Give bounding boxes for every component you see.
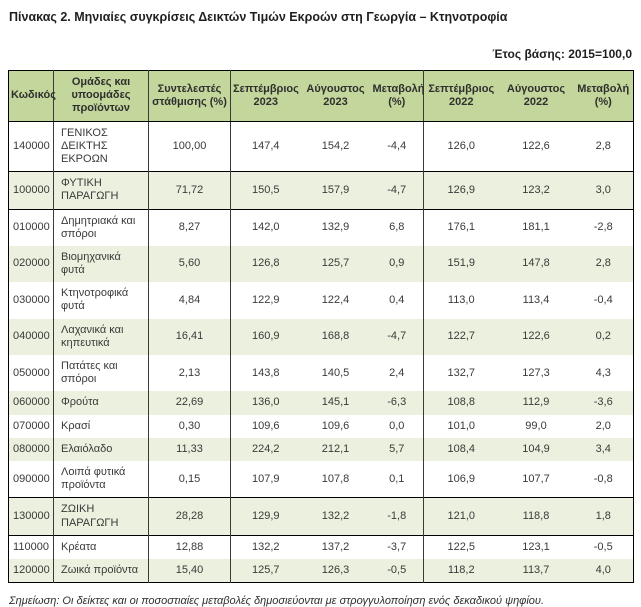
index-aug-2023-cell: 137,2 xyxy=(301,535,371,559)
header-sep-2023: Σεπτέμβριος 2023 xyxy=(231,71,301,122)
change-2023-cell: -4,4 xyxy=(371,121,424,172)
index-sep-2023-cell: 125,7 xyxy=(231,559,301,583)
weight-cell: 0,15 xyxy=(149,461,231,498)
index-aug-2022-cell: 113,4 xyxy=(499,282,574,318)
weight-cell: 0,30 xyxy=(149,415,231,438)
index-sep-2023-cell: 107,9 xyxy=(231,461,301,498)
header-aug-2023: Αύγουστος 2023 xyxy=(301,71,371,122)
footnote: Σημείωση: Οι δείκτες και οι ποσοστιαίες μεταβολές δημοσιεύονται με στρογγυλοποίηση ενός δεκαδικού ψηφίου. xyxy=(9,595,545,607)
product-group-cell: Βιομηχανικά φυτά xyxy=(54,246,149,282)
table-row xyxy=(9,391,634,414)
base-year-note: Έτος βάσης: 2015=100,0 xyxy=(492,47,632,61)
index-sep-2023-cell: 143,8 xyxy=(231,355,301,391)
table-row xyxy=(9,209,634,246)
change-2022-cell: 2,8 xyxy=(574,246,634,282)
header-product-groups: Ομάδες και υποομάδες προϊόντων xyxy=(54,71,149,122)
index-aug-2022-cell: 122,6 xyxy=(499,121,574,172)
code-cell: 060000 xyxy=(9,391,54,414)
index-aug-2023-cell: 145,1 xyxy=(301,391,371,414)
table-body xyxy=(9,121,634,583)
index-sep-2023-cell: 122,9 xyxy=(231,282,301,318)
weight-cell: 2,13 xyxy=(149,355,231,391)
index-aug-2023-cell: 126,3 xyxy=(301,559,371,583)
code-cell: 120000 xyxy=(9,559,54,583)
index-sep-2022-cell: 126,0 xyxy=(424,121,499,172)
table-row xyxy=(9,461,634,498)
change-2022-cell: 0,2 xyxy=(574,319,634,355)
weight-cell: 4,84 xyxy=(149,282,231,318)
weight-cell: 16,41 xyxy=(149,319,231,355)
change-2023-cell: -1,8 xyxy=(371,498,424,535)
table-row xyxy=(9,355,634,391)
table-row xyxy=(9,172,634,209)
index-sep-2022-cell: 121,0 xyxy=(424,498,499,535)
index-sep-2022-cell: 118,2 xyxy=(424,559,499,583)
index-sep-2023-cell: 160,9 xyxy=(231,319,301,355)
index-sep-2023-cell: 224,2 xyxy=(231,438,301,461)
change-2022-cell: 4,3 xyxy=(574,355,634,391)
change-2023-cell: 6,8 xyxy=(371,209,424,246)
index-aug-2023-cell: 122,4 xyxy=(301,282,371,318)
change-2023-cell: 0,0 xyxy=(371,415,424,438)
change-2023-cell: -3,7 xyxy=(371,535,424,559)
change-2022-cell: 2,8 xyxy=(574,121,634,172)
product-group-cell: Δημητριακά και σπόροι xyxy=(54,209,149,246)
product-group-cell: Κρέατα xyxy=(54,535,149,559)
code-cell: 110000 xyxy=(9,535,54,559)
product-group-cell: Ελαιόλαδο xyxy=(54,438,149,461)
index-aug-2023-cell: 168,8 xyxy=(301,319,371,355)
index-sep-2022-cell: 108,4 xyxy=(424,438,499,461)
index-sep-2022-cell: 113,0 xyxy=(424,282,499,318)
index-sep-2023-cell: 132,2 xyxy=(231,535,301,559)
code-cell: 130000 xyxy=(9,498,54,535)
index-aug-2022-cell: 181,1 xyxy=(499,209,574,246)
index-sep-2023-cell: 126,8 xyxy=(231,246,301,282)
code-cell: 090000 xyxy=(9,461,54,498)
product-group-cell: Κτηνοτροφικά φυτά xyxy=(54,282,149,318)
index-sep-2022-cell: 101,0 xyxy=(424,415,499,438)
index-aug-2023-cell: 132,9 xyxy=(301,209,371,246)
header-code: Κωδικός xyxy=(9,71,54,122)
table-row xyxy=(9,246,634,282)
index-aug-2023-cell: 132,2 xyxy=(301,498,371,535)
table-header xyxy=(9,71,634,122)
product-group-cell: ΓΕΝΙΚΟΣ ΔΕΙΚΤΗΣ ΕΚΡΟΩΝ xyxy=(54,121,149,172)
change-2023-cell: 0,4 xyxy=(371,282,424,318)
index-sep-2023-cell: 136,0 xyxy=(231,391,301,414)
table-row xyxy=(9,438,634,461)
index-aug-2023-cell: 125,7 xyxy=(301,246,371,282)
index-sep-2023-cell: 129,9 xyxy=(231,498,301,535)
change-2023-cell: -0,5 xyxy=(371,559,424,583)
table-row xyxy=(9,121,634,172)
table-row xyxy=(9,559,634,583)
index-aug-2023-cell: 140,5 xyxy=(301,355,371,391)
index-aug-2022-cell: 127,3 xyxy=(499,355,574,391)
code-cell: 050000 xyxy=(9,355,54,391)
index-sep-2023-cell: 109,6 xyxy=(231,415,301,438)
product-group-cell: Λαχανικά και κηπευτικά xyxy=(54,319,149,355)
change-2022-cell: 3,4 xyxy=(574,438,634,461)
header-sep-2022: Σεπτέμβριος 2022 xyxy=(424,71,499,122)
index-aug-2023-cell: 107,8 xyxy=(301,461,371,498)
code-cell: 010000 xyxy=(9,209,54,246)
index-sep-2022-cell: 122,7 xyxy=(424,319,499,355)
index-sep-2022-cell: 106,9 xyxy=(424,461,499,498)
change-2022-cell: -2,8 xyxy=(574,209,634,246)
change-2022-cell: -0,4 xyxy=(574,282,634,318)
index-sep-2022-cell: 122,5 xyxy=(424,535,499,559)
price-index-table xyxy=(8,70,634,583)
weight-cell: 12,88 xyxy=(149,535,231,559)
index-sep-2022-cell: 108,8 xyxy=(424,391,499,414)
index-aug-2022-cell: 113,7 xyxy=(499,559,574,583)
table-row xyxy=(9,319,634,355)
weight-cell: 100,00 xyxy=(149,121,231,172)
header-change-2022: Μεταβολή (%) xyxy=(574,71,634,122)
index-aug-2022-cell: 99,0 xyxy=(499,415,574,438)
index-aug-2023-cell: 154,2 xyxy=(301,121,371,172)
index-aug-2022-cell: 123,2 xyxy=(499,172,574,209)
product-group-cell: ΦΥΤΙΚΗ ΠΑΡΑΓΩΓΗ xyxy=(54,172,149,209)
weight-cell: 71,72 xyxy=(149,172,231,209)
weight-cell: 11,33 xyxy=(149,438,231,461)
index-aug-2023-cell: 109,6 xyxy=(301,415,371,438)
index-sep-2022-cell: 126,9 xyxy=(424,172,499,209)
index-aug-2022-cell: 104,9 xyxy=(499,438,574,461)
product-group-cell: Λοιπά φυτικά προϊόντα xyxy=(54,461,149,498)
product-group-cell: Πατάτες και σπόροι xyxy=(54,355,149,391)
change-2023-cell: -4,7 xyxy=(371,172,424,209)
change-2022-cell: 3,0 xyxy=(574,172,634,209)
weight-cell: 8,27 xyxy=(149,209,231,246)
table-row xyxy=(9,498,634,535)
index-sep-2023-cell: 142,0 xyxy=(231,209,301,246)
product-group-cell: ΖΩΙΚΗ ΠΑΡΑΓΩΓΗ xyxy=(54,498,149,535)
change-2022-cell: 4,0 xyxy=(574,559,634,583)
index-aug-2022-cell: 147,8 xyxy=(499,246,574,282)
change-2022-cell: -3,6 xyxy=(574,391,634,414)
page-title: Πίνακας 2. Μηνιαίες συγκρίσεις Δεικτών Τιμών Εκροών στη Γεωργία – Κτηνοτροφία xyxy=(9,10,508,24)
code-cell: 140000 xyxy=(9,121,54,172)
change-2023-cell: 2,4 xyxy=(371,355,424,391)
table-row xyxy=(9,415,634,438)
index-aug-2022-cell: 112,9 xyxy=(499,391,574,414)
weight-cell: 5,60 xyxy=(149,246,231,282)
index-sep-2022-cell: 151,9 xyxy=(424,246,499,282)
change-2023-cell: 5,7 xyxy=(371,438,424,461)
index-aug-2022-cell: 123,1 xyxy=(499,535,574,559)
code-cell: 070000 xyxy=(9,415,54,438)
product-group-cell: Φρούτα xyxy=(54,391,149,414)
header-change-2023: Μεταβολή (%) xyxy=(371,71,424,122)
weight-cell: 28,28 xyxy=(149,498,231,535)
index-aug-2022-cell: 118,8 xyxy=(499,498,574,535)
change-2023-cell: 0,9 xyxy=(371,246,424,282)
index-sep-2022-cell: 176,1 xyxy=(424,209,499,246)
index-aug-2023-cell: 157,9 xyxy=(301,172,371,209)
code-cell: 030000 xyxy=(9,282,54,318)
code-cell: 020000 xyxy=(9,246,54,282)
index-aug-2022-cell: 122,6 xyxy=(499,319,574,355)
table-row xyxy=(9,535,634,559)
code-cell: 100000 xyxy=(9,172,54,209)
change-2022-cell: -0,8 xyxy=(574,461,634,498)
header-row xyxy=(9,71,634,122)
change-2022-cell: 2,0 xyxy=(574,415,634,438)
change-2022-cell: -0,5 xyxy=(574,535,634,559)
change-2023-cell: 0,1 xyxy=(371,461,424,498)
header-weights: Συντελεστές στάθμισης (%) xyxy=(149,71,231,122)
index-aug-2023-cell: 212,1 xyxy=(301,438,371,461)
change-2023-cell: -4,7 xyxy=(371,319,424,355)
code-cell: 080000 xyxy=(9,438,54,461)
weight-cell: 22,69 xyxy=(149,391,231,414)
index-sep-2022-cell: 132,7 xyxy=(424,355,499,391)
product-group-cell: Ζωικά προϊόντα xyxy=(54,559,149,583)
table-row xyxy=(9,282,634,318)
product-group-cell: Κρασί xyxy=(54,415,149,438)
weight-cell: 15,40 xyxy=(149,559,231,583)
change-2022-cell: 1,8 xyxy=(574,498,634,535)
code-cell: 040000 xyxy=(9,319,54,355)
change-2023-cell: -6,3 xyxy=(371,391,424,414)
index-sep-2023-cell: 150,5 xyxy=(231,172,301,209)
index-aug-2022-cell: 107,7 xyxy=(499,461,574,498)
index-sep-2023-cell: 147,4 xyxy=(231,121,301,172)
header-aug-2022: Αύγουστος 2022 xyxy=(499,71,574,122)
